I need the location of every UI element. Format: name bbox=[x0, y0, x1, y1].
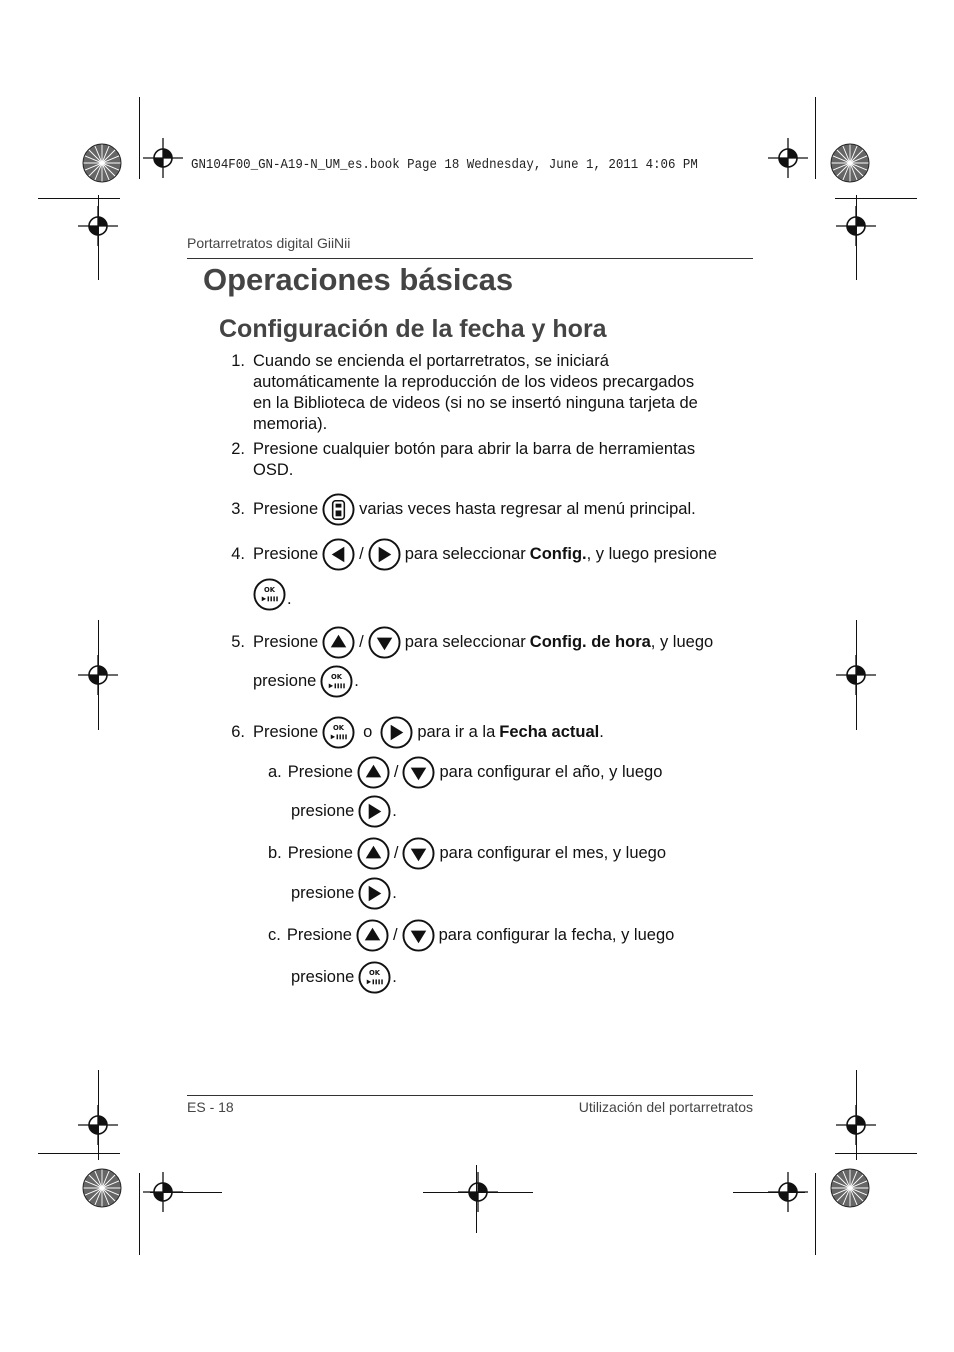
step-text: Presione bbox=[253, 723, 319, 741]
step-text-line: OSD. bbox=[253, 461, 294, 479]
footer-rule bbox=[187, 1095, 753, 1096]
ok-play-button-icon bbox=[320, 665, 353, 698]
crop-line bbox=[856, 195, 857, 280]
step-number: 6. bbox=[231, 723, 245, 741]
substep-letter: c. bbox=[268, 926, 281, 944]
step-text: Presione bbox=[253, 545, 319, 563]
substep-c-line2 bbox=[291, 961, 397, 994]
up-arrow-button-icon bbox=[322, 626, 355, 659]
ok-play-button-icon bbox=[253, 578, 286, 611]
crop-line bbox=[423, 1192, 533, 1193]
crop-line bbox=[476, 1165, 477, 1233]
running-header: Portarretratos digital GiiNii bbox=[187, 235, 351, 251]
substep-b bbox=[268, 837, 666, 870]
page-number: ES - 18 bbox=[187, 1099, 234, 1115]
step-text: presione bbox=[291, 968, 355, 986]
menu-item-name: Config. de hora bbox=[529, 633, 651, 651]
crop-line bbox=[38, 198, 120, 199]
step-text-line: automáticamente la reproducción de los videos precargados bbox=[253, 373, 695, 391]
slash: / bbox=[393, 763, 399, 781]
step-text-line: Presione cualquier botón para abrir la barra de herramientas bbox=[253, 440, 696, 458]
crop-line bbox=[139, 1173, 140, 1255]
crop-line bbox=[815, 1173, 816, 1255]
substep-c bbox=[268, 919, 674, 952]
period: . bbox=[392, 802, 397, 820]
crop-line bbox=[139, 97, 140, 179]
ok-play-button-icon bbox=[322, 716, 355, 749]
starburst-icon bbox=[830, 1168, 870, 1208]
crop-line bbox=[38, 1153, 120, 1154]
step-text: para configurar la fecha, y luego bbox=[438, 926, 675, 944]
step-text: o bbox=[363, 723, 373, 741]
substep-letter: b. bbox=[268, 844, 282, 862]
step-number: 1. bbox=[231, 352, 245, 370]
crop-line bbox=[733, 1192, 805, 1193]
registration-mark-icon bbox=[768, 138, 808, 178]
down-arrow-button-icon bbox=[368, 626, 401, 659]
crop-line bbox=[856, 620, 857, 730]
printer-info-line: GN104F00_GN-A19-N_UM_es.book Page 18 Wednesday, June 1, 2011 4:06 PM bbox=[191, 158, 698, 173]
slash: / bbox=[393, 844, 399, 862]
step-4 bbox=[221, 538, 717, 571]
page-title: Operaciones básicas bbox=[203, 262, 514, 297]
step-4-line2 bbox=[253, 578, 292, 611]
step-text: Presione bbox=[287, 763, 353, 781]
step-text-line: Cuando se encienda el portarretratos, se iniciará bbox=[253, 352, 609, 370]
up-arrow-button-icon bbox=[357, 756, 390, 789]
step-text: para configurar el mes, y luego bbox=[439, 844, 667, 862]
step-text: Presione bbox=[287, 844, 353, 862]
crop-line bbox=[815, 97, 816, 179]
right-arrow-button-icon bbox=[358, 877, 391, 910]
section-title: Configuración de la fecha y hora bbox=[219, 315, 607, 343]
up-arrow-button-icon bbox=[357, 837, 390, 870]
svg-text:OK: OK bbox=[333, 724, 345, 733]
left-arrow-button-icon bbox=[322, 538, 355, 571]
period: . bbox=[392, 968, 397, 986]
step-3 bbox=[221, 493, 696, 526]
slash: / bbox=[359, 545, 364, 563]
up-arrow-button-icon bbox=[356, 919, 389, 952]
step-text: varias veces hasta regresar al menú principal. bbox=[359, 500, 696, 518]
menu-item-name: Config. bbox=[529, 545, 587, 563]
step-text: , y luego bbox=[650, 633, 714, 651]
substep-a bbox=[268, 756, 662, 789]
slash: / bbox=[392, 926, 398, 944]
step-text: presione bbox=[253, 672, 317, 690]
step-text: para ir a la bbox=[417, 723, 496, 741]
step-text: para seleccionar bbox=[404, 545, 526, 563]
svg-text:OK: OK bbox=[263, 586, 276, 595]
period: . bbox=[287, 590, 292, 608]
crop-line bbox=[856, 1070, 857, 1160]
starburst-icon bbox=[82, 143, 122, 183]
right-arrow-button-icon bbox=[380, 716, 413, 749]
substep-a-line2 bbox=[291, 795, 397, 828]
step-text: para seleccionar bbox=[404, 633, 526, 651]
crop-line bbox=[98, 1070, 99, 1160]
slash: / bbox=[359, 633, 364, 651]
step-6 bbox=[221, 716, 604, 749]
substep-b-line2 bbox=[291, 877, 397, 910]
starburst-icon bbox=[82, 1168, 122, 1208]
crop-line bbox=[98, 195, 99, 280]
down-arrow-button-icon bbox=[402, 919, 435, 952]
crop-line bbox=[150, 1192, 222, 1193]
crop-line bbox=[98, 620, 99, 730]
menu-item-name: Fecha actual bbox=[499, 723, 600, 741]
step-5 bbox=[221, 626, 713, 659]
crop-line bbox=[835, 1153, 917, 1154]
step-number: 3. bbox=[231, 500, 245, 518]
step-text: , y luego presione bbox=[586, 545, 717, 563]
step-text-line: en la Biblioteca de videos (si no se insertó ninguna tarjeta de bbox=[253, 394, 698, 412]
starburst-icon bbox=[830, 143, 870, 183]
ok-play-button-icon bbox=[358, 961, 391, 994]
right-arrow-button-icon bbox=[368, 538, 401, 571]
right-arrow-button-icon bbox=[358, 795, 391, 828]
step-5-line2 bbox=[253, 665, 359, 698]
step-text: para configurar el año, y luego bbox=[439, 763, 663, 781]
menu-button-icon bbox=[322, 493, 355, 526]
substep-letter: a. bbox=[268, 763, 282, 781]
header-rule bbox=[187, 258, 753, 259]
step-text: Presione bbox=[253, 500, 319, 518]
period: . bbox=[354, 672, 359, 690]
step-number: 5. bbox=[231, 633, 245, 651]
step-text: presione bbox=[291, 802, 355, 820]
down-arrow-button-icon bbox=[402, 756, 435, 789]
step-text: Presione bbox=[286, 926, 352, 944]
step-number: 4. bbox=[231, 545, 245, 563]
step-text: presione bbox=[291, 884, 355, 902]
period: . bbox=[392, 884, 397, 902]
crop-line bbox=[835, 198, 917, 199]
footer-section-title: Utilización del portarretratos bbox=[578, 1099, 753, 1115]
svg-text:OK: OK bbox=[369, 969, 381, 978]
step-number: 2. bbox=[231, 440, 245, 458]
down-arrow-button-icon bbox=[402, 837, 435, 870]
step-text-line: memoria). bbox=[253, 415, 328, 433]
registration-mark-icon bbox=[143, 138, 183, 178]
period: . bbox=[599, 723, 604, 741]
step-text: Presione bbox=[253, 633, 319, 651]
svg-text:OK: OK bbox=[331, 673, 343, 682]
